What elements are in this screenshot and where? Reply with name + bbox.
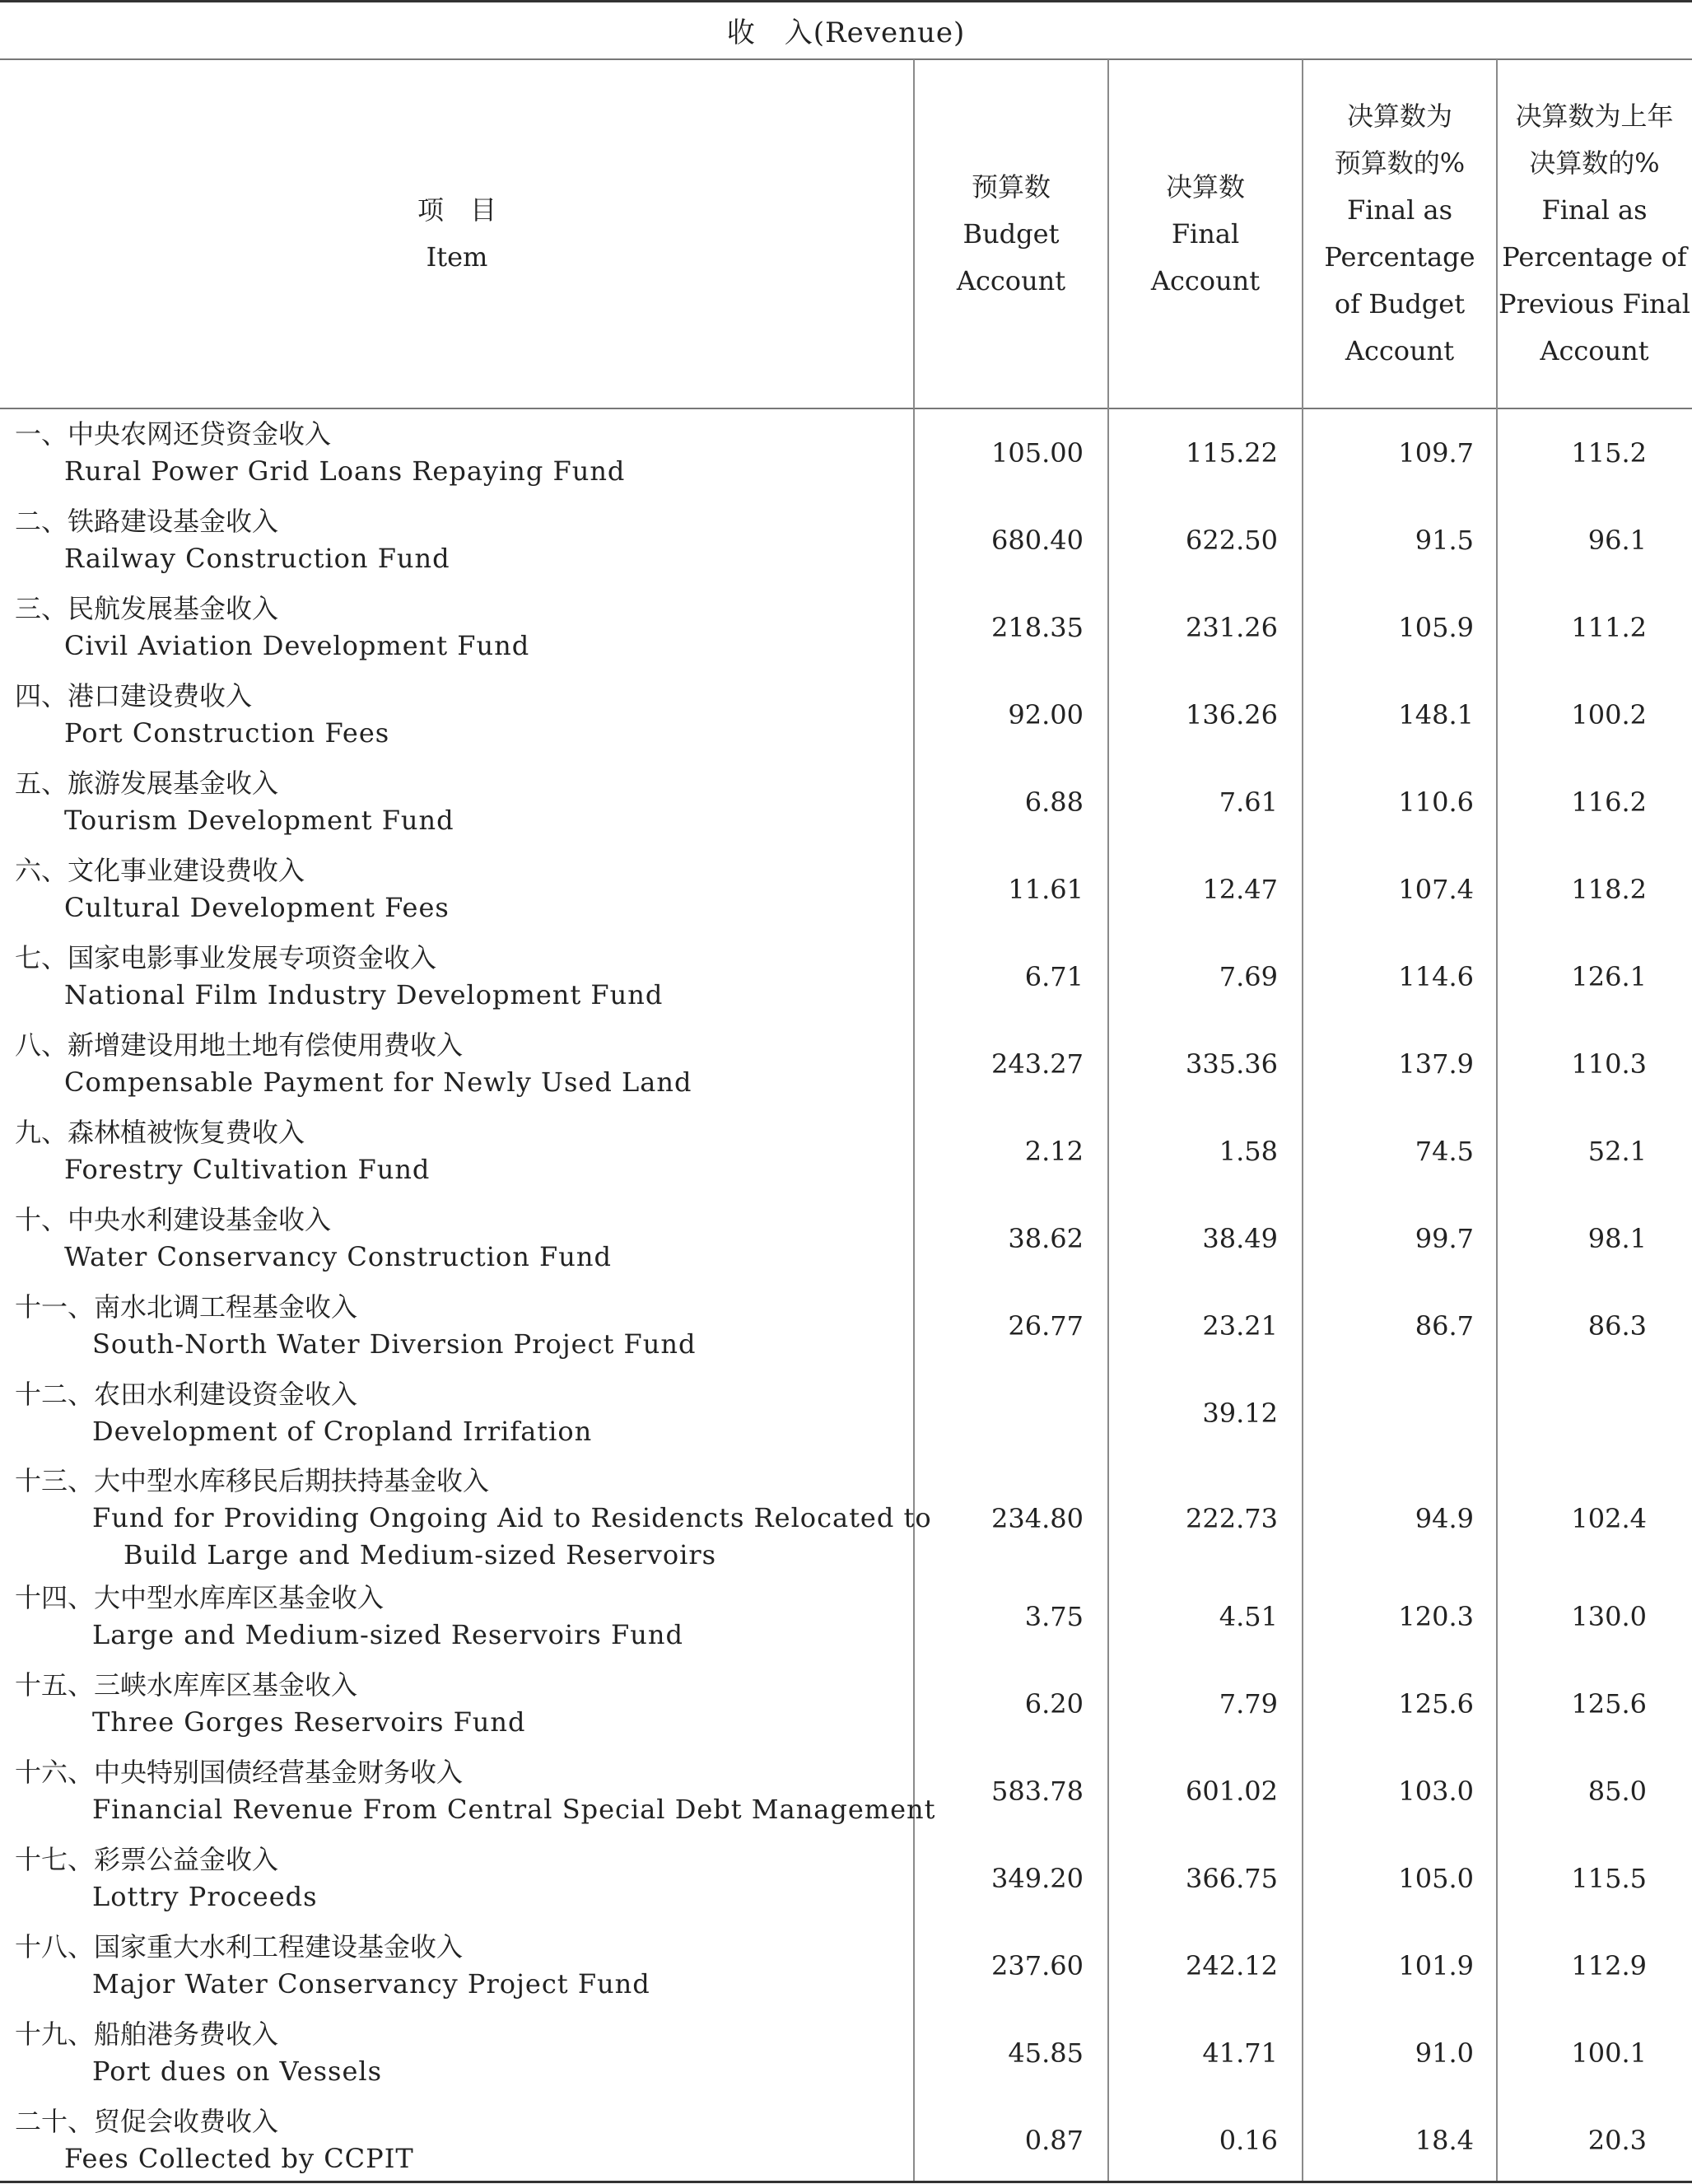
row-item-en: Financial Revenue From Central Special Debt Management	[92, 1794, 936, 1825]
table-row	[0, 1667, 1692, 1741]
row-item-en: Civil Aviation Development Fund	[64, 630, 530, 661]
row-item-en: Railway Construction Fund	[64, 543, 450, 574]
cell-final: 622.50	[1186, 525, 1278, 556]
row-item-zh: 十四、大中型水库库区基金收入	[15, 1582, 385, 1613]
cell-pct-budget: 74.5	[1415, 1136, 1474, 1167]
row-item-en: Three Gorges Reservoirs Fund	[92, 1706, 526, 1738]
header-pct-budget	[1303, 59, 1497, 408]
cell-final: 23.21	[1202, 1310, 1278, 1342]
row-item-en: Lottry Proceeds	[92, 1881, 318, 1912]
cell-pct-budget: 110.6	[1398, 786, 1474, 818]
table-row	[0, 590, 1692, 665]
row-item	[15, 765, 454, 839]
cell-budget: 583.78	[991, 1776, 1084, 1807]
row-item-zh: 七、国家电影事业发展专项资金收入	[15, 942, 437, 973]
header-budget-en-1: Budget	[963, 217, 1060, 250]
row-item-zh: 十八、国家重大水利工程建设基金收入	[15, 1931, 464, 1962]
cell-pct-budget: 107.4	[1398, 874, 1474, 905]
header-budget-zh: 预算数	[971, 170, 1051, 203]
cell-pct-budget: 94.9	[1415, 1502, 1474, 1534]
row-item-zh: 二、铁路建设基金收入	[15, 506, 279, 537]
cell-pct-prev: 112.9	[1571, 1950, 1647, 1981]
row-item-en: Fund for Providing Ongoing Aid to Residencts Relocated to	[92, 1502, 932, 1533]
row-item	[15, 1580, 683, 1654]
header-pct-prev-en-4: Account	[1540, 335, 1649, 366]
cell-pct-budget: 91.5	[1415, 525, 1474, 556]
table-row	[0, 1841, 1692, 1916]
cell-final: 366.75	[1186, 1863, 1278, 1894]
header-pct-budget-zh-1: 决算数为	[1346, 100, 1452, 132]
row-item-zh: 十七、彩票公益金收入	[15, 1844, 279, 1875]
row-item-en: Compensable Payment for Newly Used Land	[64, 1066, 692, 1098]
row-item	[15, 1027, 692, 1101]
header-final-zh: 决算数	[1165, 170, 1245, 203]
row-item	[15, 940, 663, 1014]
cell-final: 242.12	[1186, 1950, 1278, 1981]
cell-budget: 38.62	[1008, 1223, 1084, 1254]
row-item-en: National Film Industry Development Fund	[64, 979, 664, 1010]
header-pct-budget-en-3: of Budget	[1334, 288, 1466, 320]
cell-final: 222.73	[1186, 1502, 1278, 1534]
table-row	[0, 852, 1692, 926]
cell-budget: 237.60	[991, 1950, 1084, 1981]
cell-budget: 26.77	[1008, 1310, 1084, 1342]
cell-pct-prev: 98.1	[1587, 1223, 1647, 1254]
cell-final: 12.47	[1202, 874, 1278, 905]
cell-final: 335.36	[1186, 1048, 1278, 1080]
cell-final: 1.58	[1219, 1136, 1278, 1167]
cell-final: 41.71	[1202, 2037, 1278, 2069]
table-row	[0, 1376, 1692, 1450]
table-row	[0, 2103, 1692, 2177]
cell-pct-prev: 100.2	[1571, 699, 1647, 730]
header-budget	[914, 59, 1108, 408]
row-item-en: Rural Power Grid Loans Repaying Fund	[64, 455, 626, 487]
cell-pct-prev: 20.3	[1587, 2125, 1647, 2156]
table-row	[0, 940, 1692, 1014]
row-item-zh: 四、港口建设费收入	[15, 680, 253, 712]
header-item-en: Item	[426, 241, 488, 273]
row-item-zh: 十五、三峡水库库区基金收入	[15, 1669, 358, 1701]
header-final-en-1: Final	[1171, 217, 1240, 250]
row-item-en: Development of Cropland Irrifation	[92, 1416, 593, 1447]
table-row	[0, 1580, 1692, 1654]
row-item-zh: 六、文化事业建设费收入	[15, 855, 305, 886]
header-budget-en-2: Account	[956, 264, 1066, 296]
row-item-en: Build Large and Medium-sized Reservoirs	[124, 1539, 717, 1570]
cell-final: 7.61	[1219, 786, 1278, 818]
table-row	[0, 1463, 1692, 1574]
cell-pct-prev: 111.2	[1571, 612, 1647, 643]
table-row	[0, 1289, 1692, 1363]
header-pct-prev	[1497, 59, 1692, 408]
row-item	[15, 852, 450, 926]
row-item-zh: 九、森林植被恢复费收入	[15, 1117, 305, 1148]
row-item-en: Port dues on Vessels	[92, 2056, 383, 2087]
cell-final: 7.69	[1219, 961, 1278, 992]
row-item	[15, 1463, 932, 1574]
cell-budget: 243.27	[991, 1048, 1084, 1080]
row-item-zh: 三、民航发展基金收入	[15, 593, 279, 624]
cell-pct-prev: 125.6	[1571, 1688, 1647, 1720]
header-pct-budget-en-4: Account	[1345, 335, 1455, 366]
column-divider	[913, 59, 915, 408]
cell-final: 115.22	[1186, 437, 1278, 469]
header-pct-budget-zh-2: 预算数的%	[1334, 147, 1466, 179]
bottom-border	[0, 2181, 1692, 2183]
row-item-zh: 十六、中央特别国债经营基金财务收入	[15, 1757, 464, 1788]
row-item	[15, 1929, 650, 2003]
cell-budget: 234.80	[991, 1502, 1084, 1534]
header-final-en-2: Account	[1150, 264, 1261, 296]
cell-final: 4.51	[1219, 1601, 1278, 1632]
cell-budget: 45.85	[1008, 2037, 1084, 2069]
cell-pct-prev: 110.3	[1571, 1048, 1647, 1080]
cell-pct-prev: 85.0	[1587, 1776, 1647, 1807]
cell-pct-budget: 91.0	[1415, 2037, 1474, 2069]
cell-pct-prev: 130.0	[1571, 1601, 1647, 1632]
header-final	[1108, 59, 1303, 408]
row-item-en: Forestry Cultivation Fund	[64, 1154, 431, 1185]
row-item-zh: 五、旅游发展基金收入	[15, 768, 279, 799]
table-title: 收 入(Revenue)	[726, 16, 966, 49]
table-row	[0, 1114, 1692, 1188]
cell-budget: 11.61	[1008, 874, 1084, 905]
row-item	[15, 1289, 696, 1363]
header-item-zh: 项 目	[417, 194, 496, 226]
cell-budget: 6.88	[1024, 786, 1084, 818]
row-item	[15, 1114, 430, 1188]
cell-pct-budget: 101.9	[1398, 1950, 1474, 1981]
row-item	[15, 1202, 612, 1276]
cell-pct-budget: 18.4	[1415, 2125, 1474, 2156]
row-item-zh: 十一、南水北调工程基金收入	[15, 1291, 358, 1323]
cell-pct-budget: 148.1	[1398, 699, 1474, 730]
header-pct-prev-zh-2: 决算数的%	[1529, 147, 1660, 179]
cell-budget: 6.20	[1024, 1688, 1084, 1720]
cell-pct-prev: 102.4	[1571, 1502, 1647, 1534]
cell-pct-budget: 103.0	[1398, 1776, 1474, 1807]
header-item	[0, 59, 914, 408]
cell-pct-budget: 109.7	[1398, 437, 1474, 469]
table-row	[0, 765, 1692, 839]
row-item	[15, 590, 529, 665]
row-item-zh: 十三、大中型水库移民后期扶持基金收入	[15, 1465, 490, 1496]
header-pct-prev-zh-1: 决算数为上年	[1515, 100, 1674, 132]
cell-budget: 349.20	[991, 1863, 1084, 1894]
row-item-zh: 十、中央水利建设基金收入	[15, 1204, 332, 1235]
header-pct-budget-en-2: Percentage	[1324, 241, 1475, 273]
row-item	[15, 1376, 592, 1450]
cell-final: 38.49	[1202, 1223, 1278, 1254]
cell-pct-prev: 115.2	[1571, 437, 1647, 469]
cell-budget: 3.75	[1024, 1601, 1084, 1632]
cell-final: 39.12	[1202, 1398, 1278, 1429]
row-item-zh: 八、新增建设用地土地有偿使用费收入	[15, 1029, 464, 1061]
row-item	[15, 2016, 382, 2090]
row-item	[15, 1841, 318, 1916]
cell-final: 136.26	[1186, 699, 1278, 730]
header-divider	[0, 408, 1692, 409]
table-row	[0, 503, 1692, 577]
cell-final: 601.02	[1186, 1776, 1278, 1807]
cell-pct-budget: 86.7	[1415, 1310, 1474, 1342]
header-pct-prev-en-2: Percentage of	[1502, 241, 1687, 273]
row-item-zh: 十二、农田水利建设资金收入	[15, 1379, 358, 1410]
cell-pct-budget: 105.9	[1398, 612, 1474, 643]
row-item	[15, 416, 625, 490]
row-item-zh: 二十、贸促会收费收入	[15, 2106, 279, 2137]
row-item	[15, 2103, 414, 2177]
row-item-en: Fees Collected by CCPIT	[64, 2143, 414, 2174]
cell-pct-prev: 118.2	[1571, 874, 1647, 905]
cell-pct-budget: 120.3	[1398, 1601, 1474, 1632]
row-item-en: Major Water Conservancy Project Fund	[92, 1968, 650, 2000]
cell-budget: 92.00	[1008, 699, 1084, 730]
cell-pct-prev: 86.3	[1587, 1310, 1647, 1342]
table-row	[0, 1027, 1692, 1101]
cell-final: 7.79	[1219, 1688, 1278, 1720]
cell-pct-prev: 100.1	[1571, 2037, 1647, 2069]
cell-budget: 2.12	[1024, 1136, 1084, 1167]
table-row	[0, 1202, 1692, 1276]
row-item-zh: 一、中央农网还贷资金收入	[15, 418, 332, 450]
table-row	[0, 2016, 1692, 2090]
row-item-en: Water Conservancy Construction Fund	[64, 1241, 612, 1272]
cell-budget: 105.00	[991, 437, 1084, 469]
cell-budget: 218.35	[991, 612, 1084, 643]
cell-pct-prev: 126.1	[1571, 961, 1647, 992]
row-item	[15, 1667, 526, 1741]
row-item-en: South-North Water Diversion Project Fund	[92, 1328, 697, 1360]
header-pct-prev-en-1: Final as	[1541, 194, 1648, 226]
row-item-en: Port Construction Fees	[64, 717, 390, 749]
row-item	[15, 503, 450, 577]
cell-pct-budget: 105.0	[1398, 1863, 1474, 1894]
table-row	[0, 1754, 1692, 1828]
row-item	[15, 1754, 936, 1828]
header-pct-budget-en-1: Final as	[1346, 194, 1453, 226]
cell-pct-budget: 99.7	[1415, 1223, 1474, 1254]
row-item-zh: 十九、船舶港务费收入	[15, 2018, 279, 2050]
cell-pct-prev: 96.1	[1587, 525, 1647, 556]
cell-pct-budget: 125.6	[1398, 1688, 1474, 1720]
header-pct-prev-en-3: Previous Final	[1499, 288, 1690, 320]
cell-final: 231.26	[1186, 612, 1278, 643]
table-row	[0, 678, 1692, 752]
cell-pct-prev: 52.1	[1587, 1136, 1647, 1167]
cell-pct-budget: 137.9	[1398, 1048, 1474, 1080]
row-item-en: Tourism Development Fund	[64, 805, 454, 836]
table-row	[0, 1929, 1692, 2003]
row-item-en: Cultural Development Fees	[64, 892, 450, 923]
cell-pct-prev: 115.5	[1571, 1863, 1647, 1894]
cell-pct-budget: 114.6	[1398, 961, 1474, 992]
cell-budget: 0.87	[1024, 2125, 1084, 2156]
row-item-en: Large and Medium-sized Reservoirs Fund	[92, 1619, 683, 1650]
cell-final: 0.16	[1219, 2125, 1278, 2156]
cell-budget: 680.40	[991, 525, 1084, 556]
cell-budget: 6.71	[1024, 961, 1084, 992]
row-item	[15, 678, 389, 752]
table-row	[0, 416, 1692, 490]
cell-pct-prev: 116.2	[1571, 786, 1647, 818]
